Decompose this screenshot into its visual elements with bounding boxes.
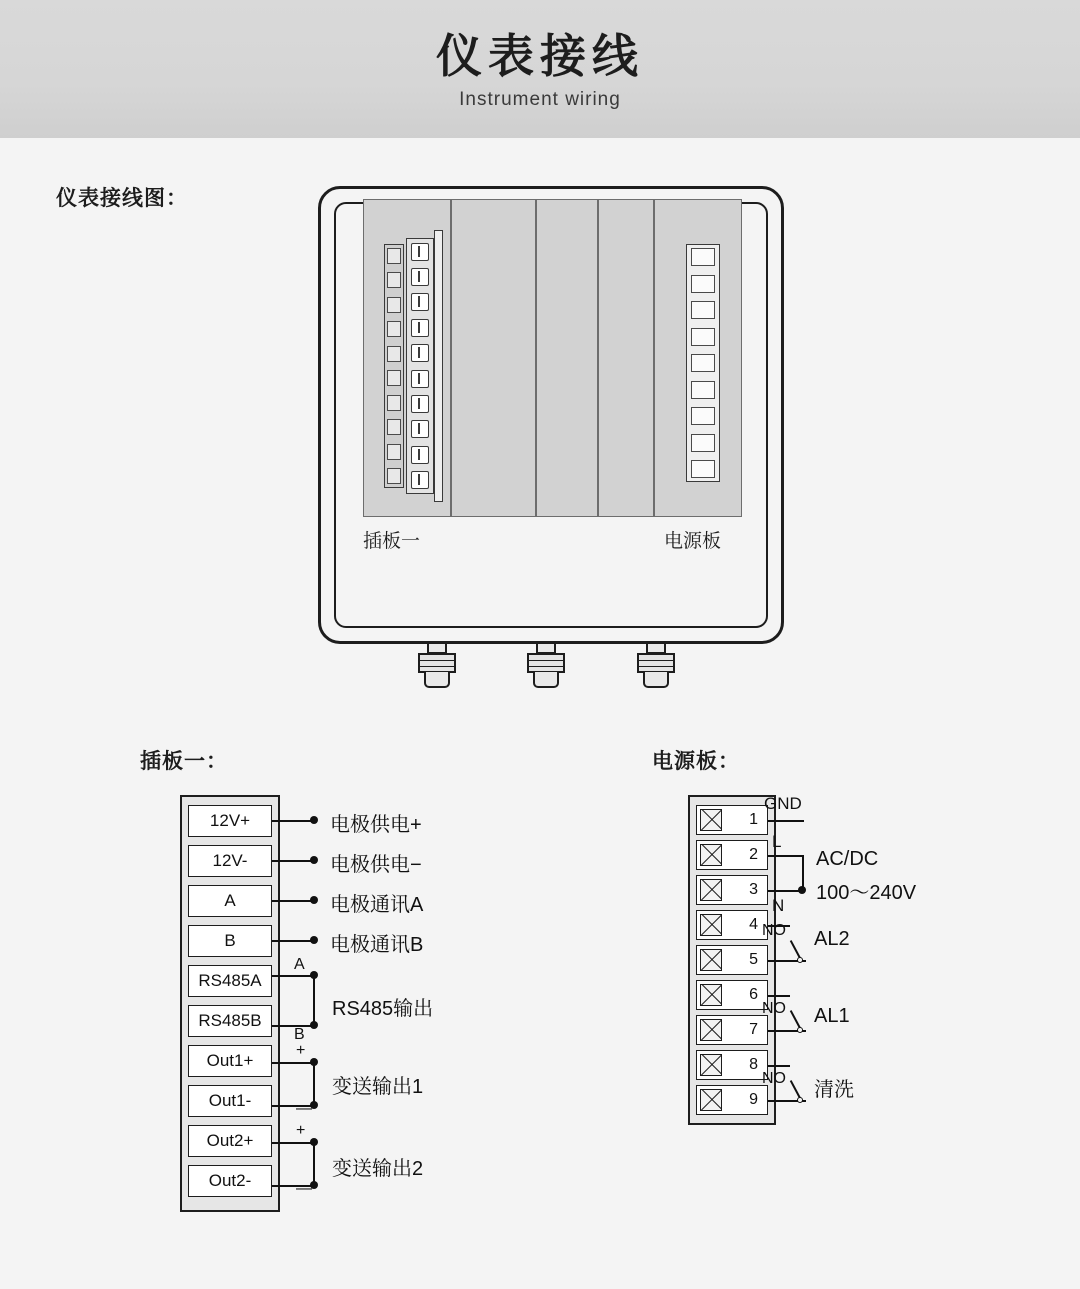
- screw-icon: [700, 844, 722, 866]
- board1-wire-1: [272, 820, 314, 822]
- power-board-section-label: 电源板：: [652, 750, 740, 773]
- power-terminal-9: 9: [696, 1085, 768, 1115]
- board1-terminal-12v-minus: 12V-: [188, 845, 272, 877]
- screw-icon: [700, 1019, 722, 1041]
- power-terminal-5: 5: [696, 945, 768, 975]
- power-terminal-4: 4: [696, 910, 768, 940]
- power-terminal-2: 2: [696, 840, 768, 870]
- power-terminal-1: 1: [696, 805, 768, 835]
- power-relay-pivot-al2: [797, 957, 803, 963]
- board1-bracket-out2: [313, 1142, 315, 1185]
- power-wire-al1-a: [768, 995, 790, 997]
- board1-terminal-b: B: [188, 925, 272, 957]
- power-label-n: N: [772, 896, 785, 915]
- power-wire-n: [768, 890, 804, 892]
- power-wire-clean-a: [768, 1065, 790, 1067]
- board1-mark-rs485-b: B: [294, 1026, 305, 1043]
- power-terminal-6: 6: [696, 980, 768, 1010]
- board1-signal-2: 电极供电−: [330, 854, 422, 876]
- power-relay-name-al2: AL2: [814, 928, 850, 950]
- board1-mark-out1-plus: +: [296, 1042, 306, 1059]
- power-board-connector-strip: [686, 244, 720, 482]
- board1-mark-out2-plus: +: [296, 1122, 306, 1139]
- page-title-en: Instrument wiring: [459, 88, 621, 110]
- power-supply-type: AC/DC: [816, 848, 879, 870]
- screw-icon: [700, 879, 722, 901]
- power-terminal-7: 7: [696, 1015, 768, 1045]
- board1-wire-dot-3: [310, 896, 318, 904]
- board1-edge-rail: [434, 230, 443, 502]
- power-label-gnd: GND: [764, 794, 802, 813]
- board1-terminal-rs485a: RS485A: [188, 965, 272, 997]
- power-relay-contact-al1: NO: [762, 1000, 786, 1017]
- enclosure-panel-slot-4: [598, 199, 654, 517]
- wiring-diagram-label: 仪表接线图：: [56, 187, 188, 210]
- board1-mark-rs485-a: A: [294, 956, 305, 973]
- board1-group-label-out1: 变送输出1: [332, 1076, 424, 1098]
- screw-icon: [700, 1089, 722, 1111]
- board1-section-label: 插板一：: [140, 750, 228, 773]
- power-relay-contact-clean: NO: [762, 1070, 786, 1087]
- power-terminal-3: 3: [696, 875, 768, 905]
- board1-bracket-out1: [313, 1062, 315, 1105]
- board1-signal-1: 电极供电+: [330, 814, 422, 836]
- power-relay-pivot-clean: [797, 1097, 803, 1103]
- enclosure-caption-board1: 插板一: [363, 531, 421, 552]
- page-header: [0, 0, 1080, 138]
- board1-wire-dot-2: [310, 856, 318, 864]
- board1-group-label-out2: 变送输出2: [332, 1158, 424, 1180]
- board1-wire-2: [272, 860, 314, 862]
- board1-wire-dot-1: [310, 816, 318, 824]
- power-relay-pivot-al1: [797, 1027, 803, 1033]
- board1-terminal-out2-minus: Out2-: [188, 1165, 272, 1197]
- power-supply-voltage: 100～240V: [816, 882, 917, 904]
- board1-wire-3: [272, 900, 314, 902]
- board1-wire-out1-plus: [272, 1062, 314, 1064]
- power-relay-contact-al2: NO: [762, 922, 786, 939]
- board1-terminal-out1-minus: Out1-: [188, 1085, 272, 1117]
- enclosure-caption-power-board: 电源板: [664, 531, 722, 552]
- board1-wire-rs485a: [272, 975, 314, 977]
- screw-icon: [700, 1054, 722, 1076]
- board1-bracket-rs485: [313, 975, 315, 1025]
- screw-icon: [700, 914, 722, 936]
- cable-gland-3: [637, 644, 675, 690]
- board1-terminal-out1-plus: Out1+: [188, 1045, 272, 1077]
- board1-mark-out1-minus: —: [296, 1100, 312, 1117]
- enclosure-panel-slot-2: [451, 199, 536, 517]
- power-bracket-supply: [802, 855, 804, 890]
- screw-icon: [700, 949, 722, 971]
- cable-gland-2: [527, 644, 565, 690]
- page-title-cn: 仪表接线: [436, 30, 644, 82]
- screw-icon: [700, 984, 722, 1006]
- power-wire-l: [768, 855, 804, 857]
- power-relay-name-clean: 清洗: [814, 1079, 854, 1101]
- board1-wire-4: [272, 940, 314, 942]
- board1-group-label-rs485: RS485输出: [332, 998, 434, 1020]
- board1-terminal-rs485b: RS485B: [188, 1005, 272, 1037]
- cable-gland-1: [418, 644, 456, 690]
- power-terminal-8: 8: [696, 1050, 768, 1080]
- board1-wire-rs485b: [272, 1025, 314, 1027]
- board1-mark-out2-minus: —: [296, 1180, 312, 1197]
- board1-wire-dot-4: [310, 936, 318, 944]
- board1-signal-3: 电极通讯A: [330, 894, 424, 916]
- screw-icon: [700, 809, 722, 831]
- power-relay-name-al1: AL1: [814, 1005, 850, 1027]
- board1-terminal-12v-plus: 12V+: [188, 805, 272, 837]
- board1-wire-out2-plus: [272, 1142, 314, 1144]
- board1-connector-strip: [384, 244, 404, 488]
- board1-terminal-screws: [406, 238, 434, 494]
- enclosure-panel-slot-3: [536, 199, 598, 517]
- board1-signal-4: 电极通讯B: [330, 934, 424, 956]
- power-wire-gnd: [768, 820, 804, 822]
- board1-terminal-a: A: [188, 885, 272, 917]
- board1-terminal-out2-plus: Out2+: [188, 1125, 272, 1157]
- power-label-l: L: [772, 832, 782, 851]
